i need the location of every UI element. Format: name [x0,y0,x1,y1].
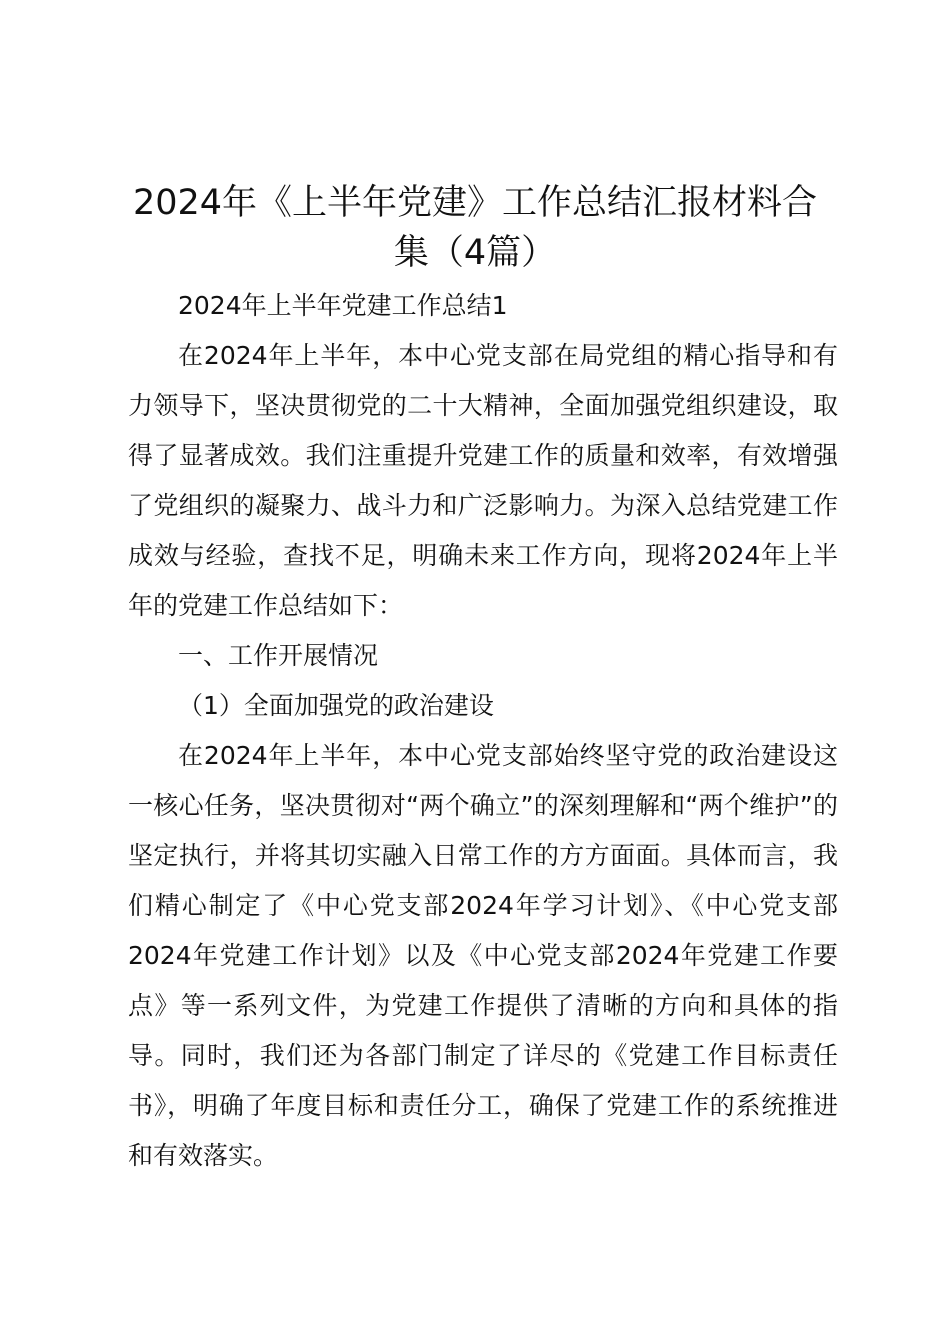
document-body [128,281,838,1181]
body-paragraph-political-building: 在2024年上半年，本中心党支部始终坚守党的政治建设这一核心任务，坚决贯彻对“两个确立”的深刻理解和“两个维护”的坚定执行，并将其切实融入日常工作的方方面面。具体而言，我们精心制定了《中心党支部2024年学习计划》、《中心党支部2024年党建工作计划》以及《中心党支部2024年党建工作要点》等一系列文件，为党建工作提供了清晰的方向和具体的指导。同时，我们还为各部门制定了详尽的《党建工作目标责任书》，明确了年度目标和责任分工，确保了党建工作的系统推进和有效落实。 [128,741,838,1170]
document-title: 2024年《上半年党建》工作总结汇报材料合集（4篇） [132,183,818,273]
intro-paragraph: 在2024年上半年，本中心党支部在局党组的精心指导和有力领导下，坚决贯彻党的二十大精神，全面加强党组织建设，取得了显著成效。我们注重提升党建工作的质量和效率，有效增强了党组织的凝聚力、战斗力和广泛影响力。为深入总结党建工作成效与经验，查找不足，明确未来工作方向，现将2024年上半年的党建工作总结如下： [128,341,838,620]
subsection-heading-political-building: （1）全面加强党的政治建设 [178,691,494,720]
section-heading-work-status: 一、工作开展情况 [178,641,379,670]
section-heading-summary-1: 2024年上半年党建工作总结1 [178,291,508,320]
